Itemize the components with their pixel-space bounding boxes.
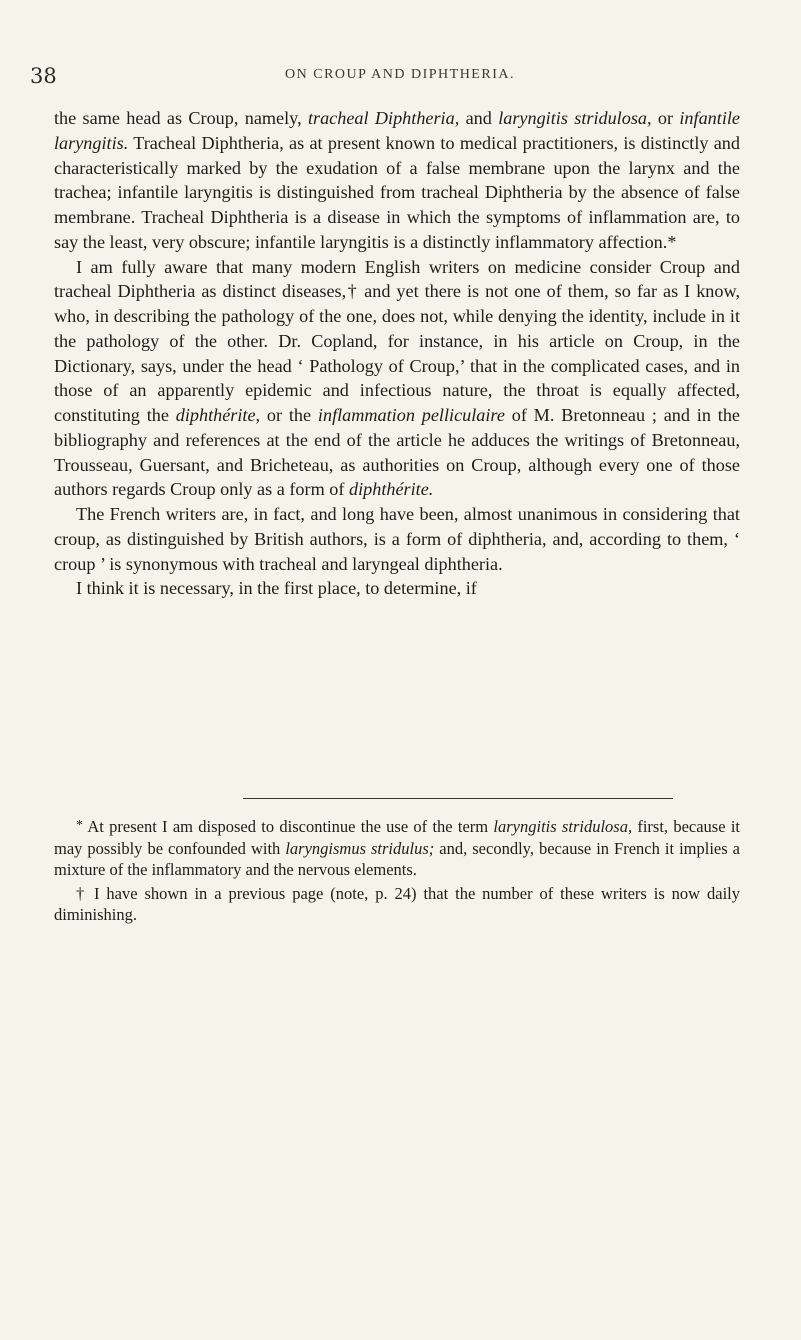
italic-term: laryngitis stridulosa, [498, 108, 652, 128]
text-run: or the [260, 405, 318, 425]
running-head: ON CROUP AND DIPHTHERIA. [285, 67, 515, 82]
paragraph-3: The French writers are, in fact, and long have been, almost unanimous in considering that croup, as distinguished by British authors, is a form of diphtheria, and, according to them, ‘ croup ’ is synonymous with tracheal and laryngeal diphtheria. [54, 504, 740, 574]
italic-term: laryngismus stridulus; [285, 838, 435, 858]
page-header [30, 64, 770, 94]
footnote-marker: * [76, 818, 83, 833]
footnote-1 [54, 815, 740, 881]
paragraph-4: I think it is necessary, in the first place, to determine, if [76, 578, 477, 599]
italic-term: diphthérite. [348, 479, 434, 500]
paragraph-1 [54, 106, 740, 255]
footnote-2: † I have shown in a previous page (note, p. 24) that the number of these writers is now daily diminishing. [54, 883, 740, 924]
text-run: At present I am disposed to discontinue the use of the term [83, 817, 494, 836]
paragraph-2 [54, 255, 740, 503]
page-number: 38 [30, 64, 57, 88]
text-run: first, because it may possibly be confounded with [54, 817, 740, 858]
text-run: the same head as Croup, namely, [54, 108, 308, 128]
footnotes [54, 815, 740, 926]
footnote-divider [243, 798, 673, 799]
italic-term: laryngitis stridulosa, [493, 817, 633, 836]
text-run: or [651, 108, 680, 128]
italic-term: infantile laryngitis. [54, 108, 740, 153]
text-run: and, secondly, because in French it implies a mixture of the inflammatory and the nervous elements. [54, 838, 740, 879]
italic-term: inflammation pelliculaire [317, 405, 505, 425]
text-run: Tracheal Diphtheria, as at present known to medical practitioners, is distinctly and characteristically marked by the exudation of a false membrane upon the larynx and the trachea; infantile laryngitis is distinguished from tracheal Diphtheria by the absence of false membrane. Tracheal Diphtheria is a disease in which the symptoms of inflammation are, to say the least, very obscure; infantile laryngitis is a distinctly inflammatory affection.* [54, 132, 740, 252]
body-text [54, 106, 740, 601]
italic-term: tracheal Diphtheria, [307, 108, 460, 128]
text-run: I am fully aware that many modern English writers on medicine consider Croup and tracheal Diphtheria as distinct diseases,† and yet there is not one of them, so far as I know, who, in describing the pathology of the one, does not, while denying the identity, include in it the pathology of the other. Dr. Copland, for instance, in his article on Croup, in the Dictionary, says, under the head ‘ Pathology of Croup,’ that in the complicated cases, and in those of an apparently epidemic and infectious nature, the throat is equally affected, constituting the [54, 256, 740, 425]
text-run: and [459, 108, 499, 128]
text-run: of M. Bretonneau ; and in the bibliography and references at the end of the article he adduces the writings of Bretonneau, Trousseau, Guersant, and Bricheteau, as authorities on Croup, although every one of those authors regards Croup only as a form of [54, 405, 740, 500]
italic-term: diphthérite, [175, 405, 261, 425]
